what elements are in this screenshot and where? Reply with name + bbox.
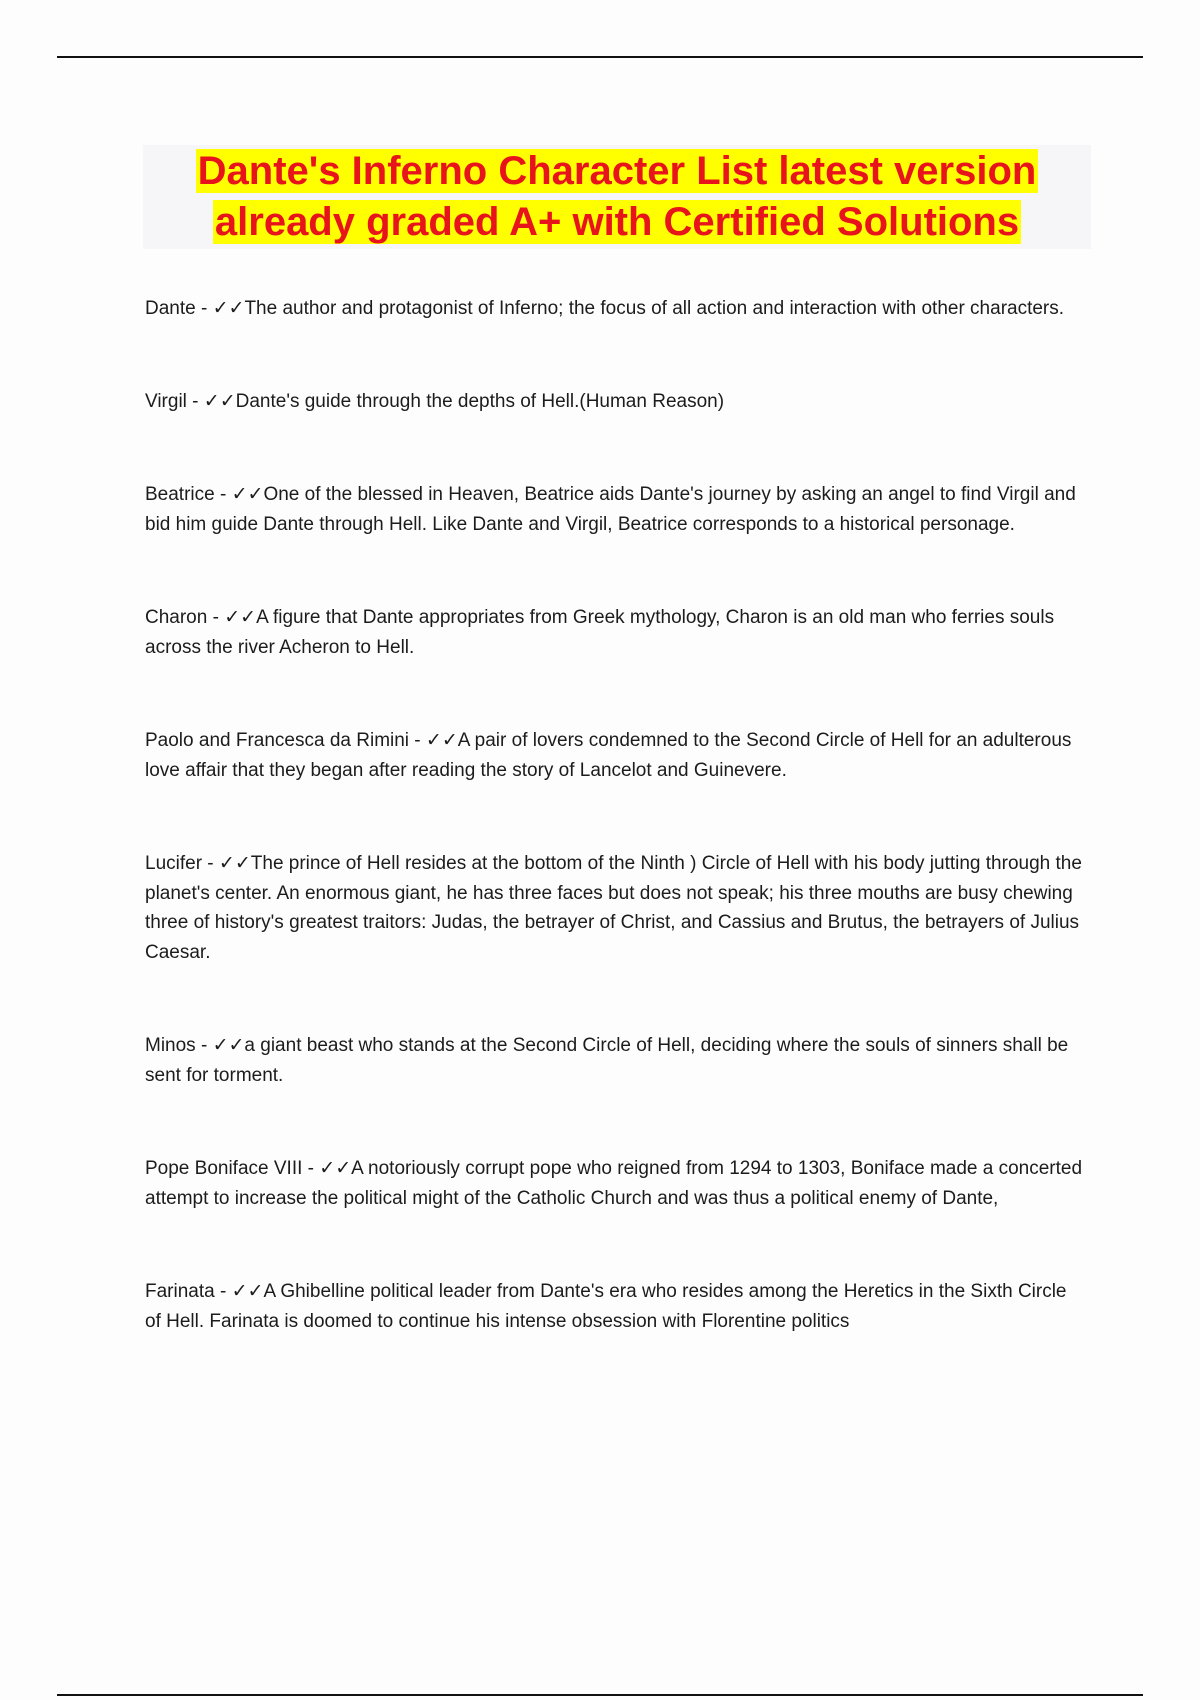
entry-separator: - bbox=[302, 1158, 320, 1179]
entry-separator: - bbox=[214, 484, 232, 505]
double-check-icon: ✓✓ bbox=[425, 730, 458, 751]
entry-definition: A Ghibelline political leader from Dante's era who resides among the Heretics in the Sixth Circle of Hell. Farinata is doomed to continue his intense obsession with Florentine politics bbox=[145, 1281, 1067, 1332]
entry-definition: The author and protagonist of Inferno; the focus of all action and interaction with other characters. bbox=[244, 298, 1065, 319]
double-check-icon: ✓✓ bbox=[218, 853, 251, 874]
double-check-icon: ✓✓ bbox=[231, 484, 264, 505]
entry-term: Beatrice bbox=[145, 484, 215, 505]
entry-definition: A pair of lovers condemned to the Second Circle of Hell for an adulterous love affair that they began after reading the story of Lancelot and Guinevere. bbox=[145, 730, 1072, 781]
double-check-icon: ✓✓ bbox=[224, 607, 257, 628]
entry-term: Dante bbox=[145, 298, 196, 319]
double-check-icon: ✓✓ bbox=[212, 298, 245, 319]
entry-term: Charon bbox=[145, 607, 208, 628]
double-check-icon: ✓✓ bbox=[212, 1035, 245, 1056]
entry-lucifer bbox=[145, 849, 1085, 967]
title-line-1: Dante's Inferno Character List latest version bbox=[197, 149, 1037, 193]
top-rule bbox=[57, 56, 1143, 58]
entry-definition: A notoriously corrupt pope who reigned from 1294 to 1303, Boniface made a concerted attempt to increase the political might of the Catholic Church and was thus a political enemy of Dante, bbox=[145, 1158, 1083, 1209]
entry-separator: - bbox=[186, 390, 204, 412]
entry-definition: One of the blessed in Heaven, Beatrice aids Dante's journey by asking an angel to find Virgil and bid him guide Dante through Hell. Like Dante and Virgil, Beatrice corresponds to a historical personage. bbox=[145, 484, 1076, 535]
entry-pope-boniface-viii bbox=[145, 1154, 1085, 1213]
entry-separator: - bbox=[202, 853, 219, 874]
entry-separator: - bbox=[195, 298, 213, 319]
double-check-icon: ✓✓ bbox=[203, 390, 236, 412]
entry-definition: Dante's guide through the depths of Hell.(Human Reason) bbox=[235, 390, 725, 412]
title-line-2: already graded A+ with Certified Solutions bbox=[214, 200, 1020, 244]
entry-list bbox=[145, 294, 1085, 1336]
entry-virgil bbox=[145, 387, 1085, 417]
entry-separator: - bbox=[207, 607, 225, 628]
double-check-icon: ✓✓ bbox=[231, 1281, 264, 1302]
entry-definition: a giant beast who stands at the Second Circle of Hell, deciding where the souls of sinners shall be sent for torment. bbox=[145, 1035, 1069, 1086]
bottom-rule bbox=[57, 1694, 1143, 1696]
entry-separator: - bbox=[409, 730, 426, 751]
entry-minos bbox=[145, 1031, 1085, 1090]
double-check-icon: ✓✓ bbox=[319, 1158, 352, 1179]
entry-term: Virgil bbox=[145, 390, 187, 412]
entry-separator: - bbox=[214, 1281, 232, 1302]
document-title bbox=[143, 146, 1091, 248]
entry-farinata bbox=[145, 1277, 1085, 1336]
entry-definition: The prince of Hell resides at the bottom of the Ninth ) Circle of Hell with his body jutting through the planet's center. An enormous giant, he has three faces but does not speak; his three mouths are busy chewing three of history's greatest traitors: Judas, the betrayer of Christ, and Cassius and Brutus, the betrayers of Julius Caesar. bbox=[145, 853, 1082, 963]
entry-beatrice bbox=[145, 480, 1085, 539]
entry-dante bbox=[145, 294, 1085, 324]
entry-charon bbox=[145, 603, 1085, 662]
entry-term: Farinata bbox=[145, 1281, 215, 1302]
entry-term: Pope Boniface VIII bbox=[145, 1158, 303, 1179]
entry-definition: A figure that Dante appropriates from Greek mythology, Charon is an old man who ferries souls across the river Acheron to Hell. bbox=[145, 607, 1055, 658]
entry-term: Paolo and Francesca da Rimini bbox=[145, 730, 410, 751]
entry-paolo-and-francesca bbox=[145, 726, 1085, 785]
entry-separator: - bbox=[195, 1035, 213, 1056]
entry-term: Minos bbox=[145, 1035, 196, 1056]
entry-term: Lucifer bbox=[145, 853, 203, 874]
